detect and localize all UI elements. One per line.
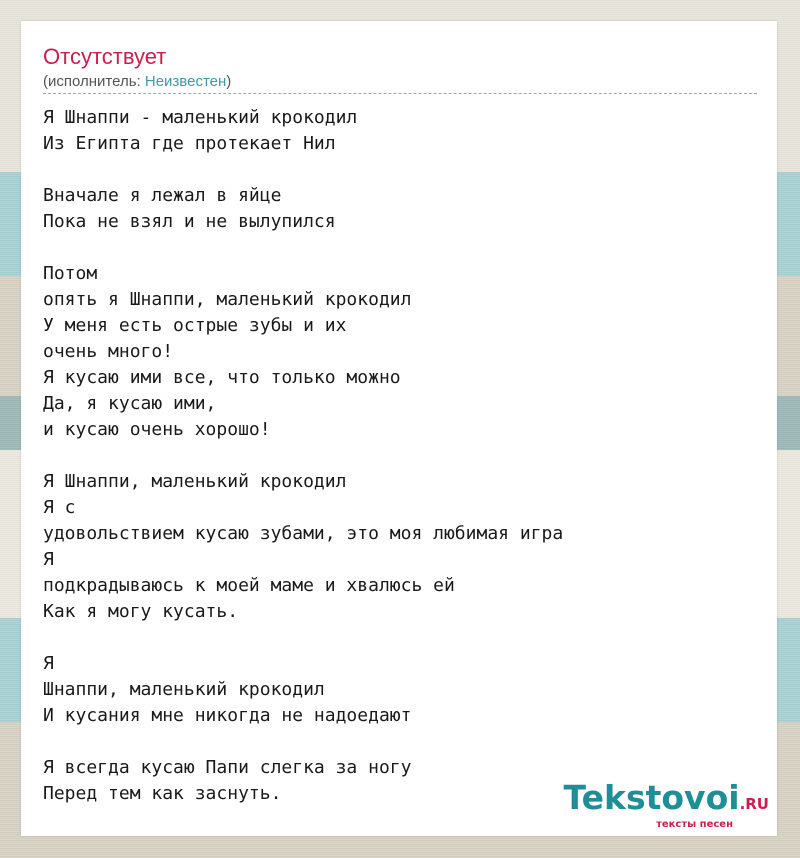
- site-logo: [563, 778, 769, 830]
- lyrics-line: и кусаю очень хорошо!: [43, 419, 271, 440]
- logo-tld: .RU: [739, 795, 769, 813]
- lyrics-line: опять я Шнаппи, маленький крокодил: [43, 289, 412, 310]
- lyrics-line: Вначале я лежал в яйце: [43, 185, 282, 206]
- lyrics-line: подкрадываюсь к моей маме и хвалюсь ей: [43, 575, 455, 596]
- title-divider: [43, 93, 757, 94]
- lyrics-line: Пока не взял и не вылупился: [43, 211, 336, 232]
- lyrics-line: Шнаппи, маленький крокодил: [43, 679, 325, 700]
- logo-wordmark: [563, 778, 769, 821]
- lyrics-line: И кусания мне никогда не надоедают: [43, 705, 412, 726]
- lyrics-line: Да, я кусаю ими,: [43, 393, 217, 414]
- artist-line: [43, 73, 231, 90]
- lyrics-line: Я: [43, 653, 54, 674]
- lyrics-line: Я всегда кусаю Папи слегка за ногу: [43, 757, 412, 778]
- lyrics-line: Я с: [43, 497, 76, 518]
- lyrics-line: Перед тем как заснуть.: [43, 783, 282, 804]
- logo-brand: Tekstovoi: [563, 778, 740, 817]
- lyrics-line: У меня есть острые зубы и их: [43, 315, 347, 336]
- artist-link[interactable]: Неизвестен: [144, 73, 227, 90]
- lyrics-line: Как я могу кусать.: [43, 601, 239, 622]
- lyrics-text: [43, 105, 563, 807]
- lyrics-line: Потом: [43, 263, 98, 284]
- artist-suffix: ): [226, 73, 232, 90]
- lyrics-line: Я: [43, 549, 54, 570]
- lyrics-line: Из Египта где протекает Нил: [43, 133, 336, 154]
- lyrics-line: Я Шнаппи, маленький крокодил: [43, 471, 347, 492]
- lyrics-line: удовольствием кусаю зубами, это моя любимая игра: [43, 523, 564, 544]
- lyrics-line: Я Шнаппи - маленький крокодил: [43, 107, 358, 128]
- logo-tagline: тексты песен: [656, 819, 733, 830]
- artist-prefix: (исполнитель:: [43, 73, 145, 90]
- lyrics-line: очень много!: [43, 341, 174, 362]
- lyrics-line: Я кусаю ими все, что только можно: [43, 367, 401, 388]
- song-title: Отсутствует: [43, 44, 167, 69]
- lyrics-card: [21, 21, 777, 836]
